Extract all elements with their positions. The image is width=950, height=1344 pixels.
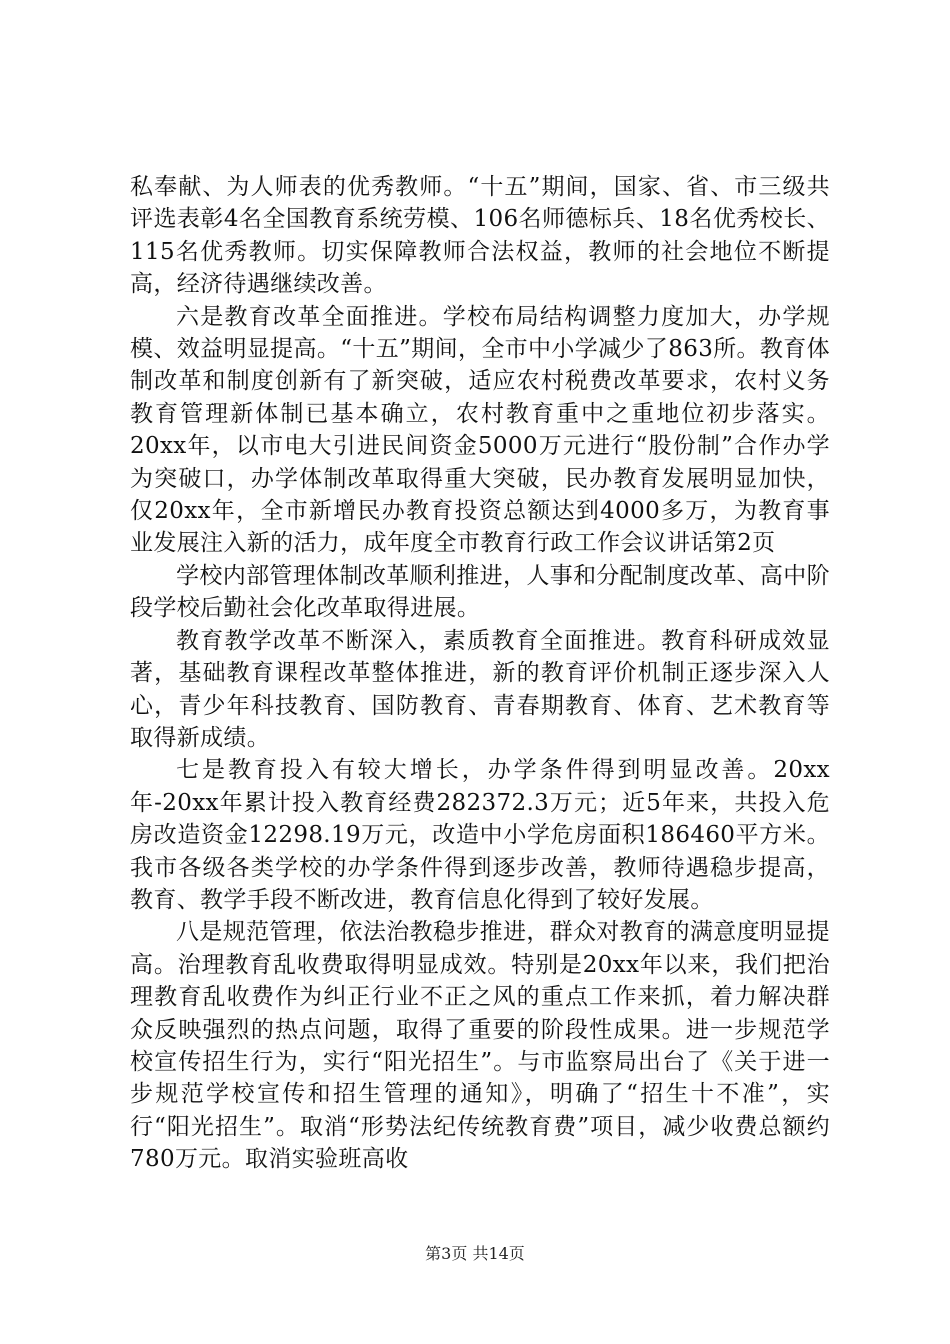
paragraph-teacher-honors: 私奉献、为人师表的优秀教师。“十五”期间，国家、省、市三级共评选表彰4名全国教育系统劳模、106名师德标兵、18名优秀校长、115名优秀教师。切实保障教师合法权益，教师的社会地位不断提高，经济待遇继续改善。 [130, 174, 830, 298]
page-number-footer: 第3页 共14页 [425, 1244, 525, 1263]
paragraph-teaching-reform: 教育教学改革不断深入，素质教育全面推进。教育科研成效显著，基础教育课程改革整体推进，新的教育评价机制正逐步深入人心，青少年科技教育、国防教育、青春期教育、体育、艺术教育等取得新成绩。 [130, 627, 830, 751]
paragraph-education-investment: 七是教育投入有较大增长，办学条件得到明显改善。20xx年-20xx年累计投入教育经费282372.3万元；近5年来，共投入危房改造资金12298.19万元，改造中小学危房面积186460平方米。我市各级各类学校的办学条件得到逐步改善，教师待遇稳步提高，教育、教学手段不断改进，教育信息化得到了较好发展。 [130, 757, 830, 913]
paragraph-education-reform: 六是教育改革全面推进。学校布局结构调整力度加大，办学规模、效益明显提高。“十五”期间，全市中小学减少了863所。教育体制改革和制度创新有了新突破，适应农村税费改革要求，农村义务教育管理新体制已基本确立，农村教育重中之重地位初步落实。20xx年，以市电大引进民间资金5000万元进行“股份制”合作办学为突破口，办学体制改革取得重大突破，民办教育发展明显加快，仅20xx年，全市新增民办教育投资总额达到4000多万，为教育事业发展注入新的活力，成年度全市教育行政工作会议讲话第2页 [130, 303, 830, 557]
body-text [130, 171, 830, 1176]
paragraph-regulated-management: 八是规范管理，依法治教稳步推进，群众对教育的满意度明显提高。治理教育乱收费取得明显成效。特别是20xx年以来，我们把治理教育乱收费作为纠正行业不正之风的重点工作来抓，着力解决群众反映强烈的热点问题，取得了重要的阶段性成果。进一步规范学校宣传招生行为，实行“阳光招生”。与市监察局出台了《关于进一步规范学校宣传和招生管理的通知》，明确了“招生十不准”，实行“阳光招生”。取消“形势法纪传统教育费”项目，减少收费总额约780万元。取消实验班高收 [130, 919, 830, 1173]
paragraph-internal-management: 学校内部管理体制改革顺利推进，人事和分配制度改革、高中阶段学校后勤社会化改革取得进展。 [130, 562, 830, 622]
